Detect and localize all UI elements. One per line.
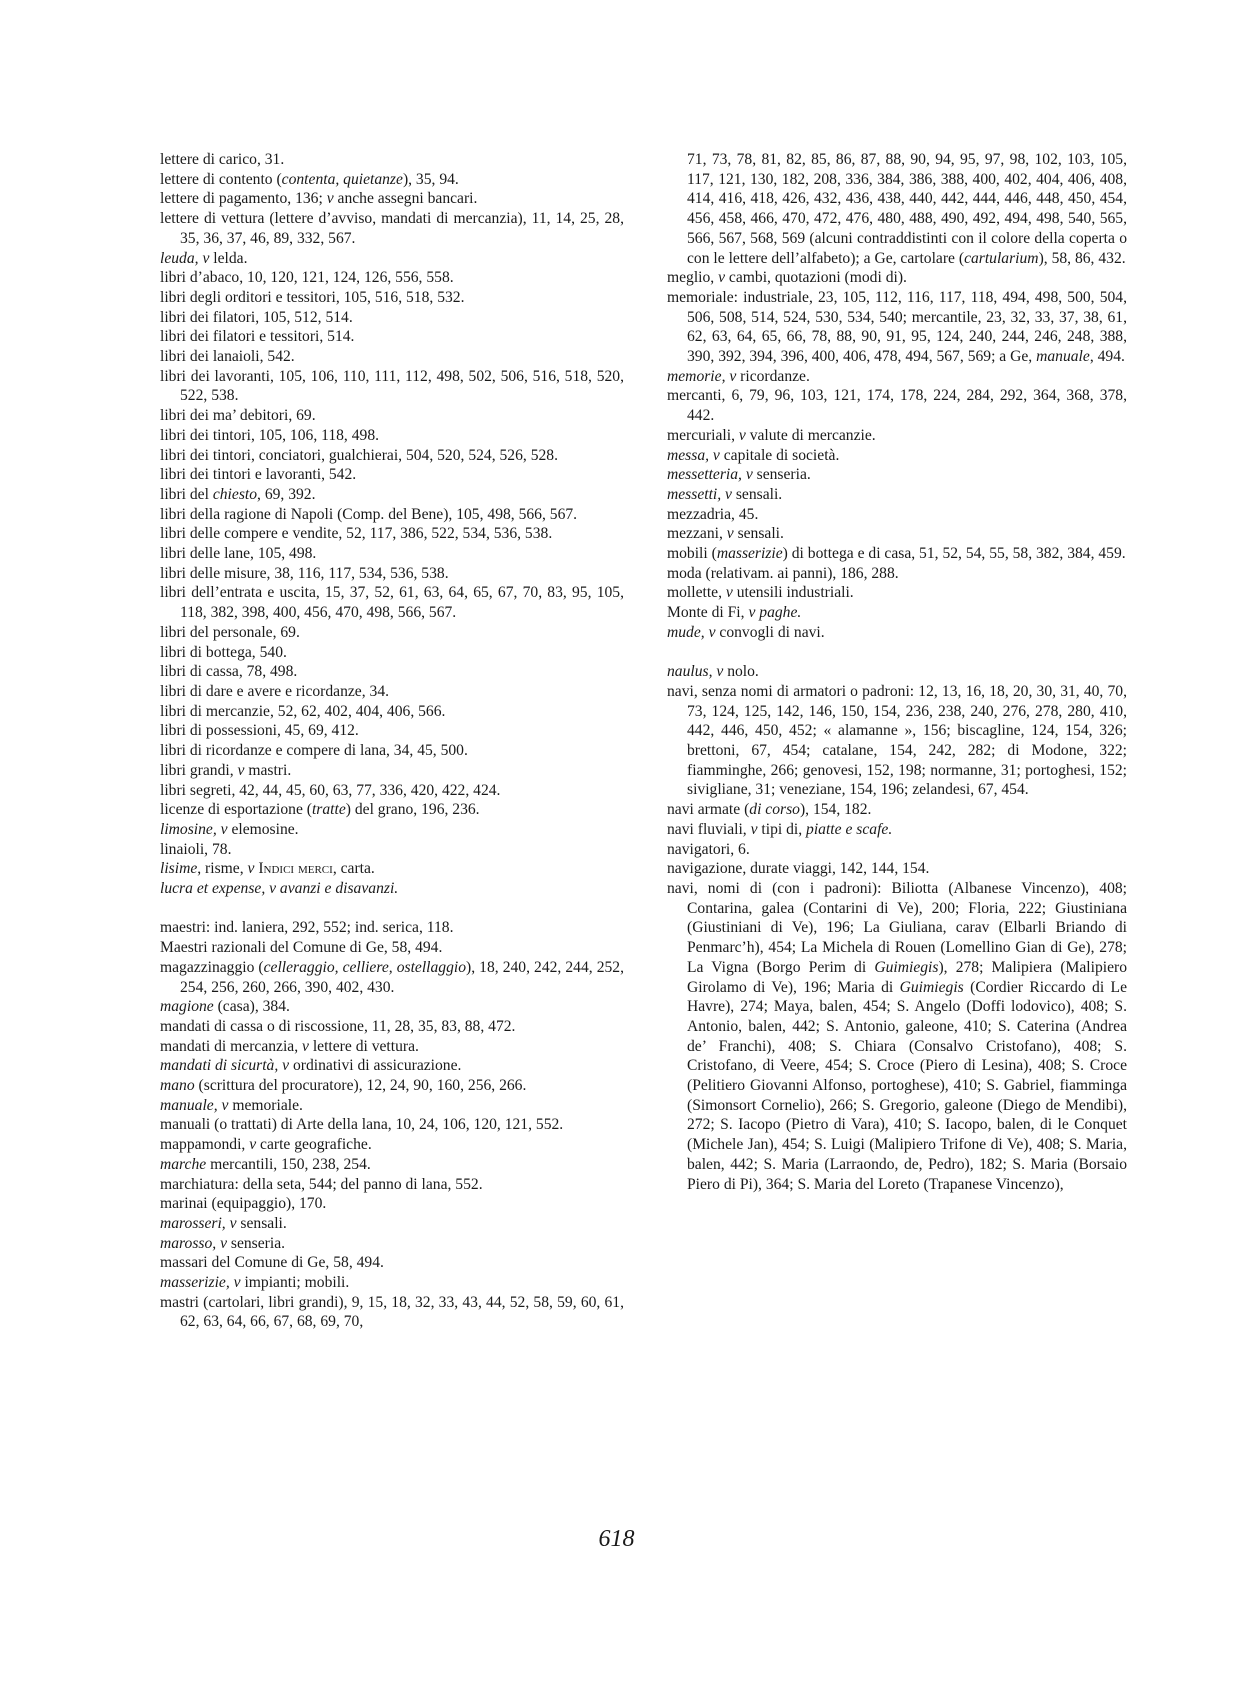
index-entry: marinai (equipaggio), 170. [160, 1195, 327, 1213]
index-entry: libri del chiesto, 69, 392. [160, 485, 316, 503]
index-entry: 71, 73, 78, 81, 82, 85, 86, 87, 88, 90, 94, 95, 97, 98, 102, 103, 105, 117, 121, 130, 182, 208, 336, 384, 386, 388, 400, 402, 404, 406, 408, 414, 416, 418, 426, 432, 436, 438, 440, 442, 444, 446, 448, 450, 454, 456, 458, 466, 470, 472, 476, 480, 488, 490, 492, 494, 498, 540, 565, 566, 567, 568, 569 (alcuni contraddistinti con il colore della coperta o con le lettere dell’alfabeto); a Ge, cartolare (cartularium), 58, 86, 432. [687, 151, 1127, 267]
index-entry: messetti, v sensali. [667, 485, 783, 503]
index-entry: libri delle misure, 38, 116, 117, 534, 536, 538. [160, 564, 449, 582]
index-entry: libri di mercanzie, 52, 62, 402, 404, 406, 566. [160, 702, 446, 720]
index-entry: libri dei filatori e tessitori, 514. [160, 328, 355, 346]
index-entry: licenze di esportazione (tratte) del grano, 196, 236. [160, 801, 480, 819]
index-entry: mandati di sicurtà, v ordinativi di assicurazione. [160, 1057, 462, 1075]
section-gap [667, 643, 1127, 663]
index-entry: massari del Comune di Ge, 58, 494. [160, 1254, 384, 1272]
index-entry: mercuriali, v valute di mercanzie. [667, 426, 876, 444]
index-entry: mercanti, 6, 79, 96, 103, 121, 174, 178, 224, 284, 292, 364, 368, 378, 442. [667, 387, 1127, 425]
index-entry: messetteria, v senseria. [667, 466, 811, 484]
index-entry: mobili (masserizie) di bottega e di casa, 51, 52, 54, 55, 58, 382, 384, 459. [667, 545, 1126, 563]
index-entry: libri dei lanaioli, 542. [160, 348, 295, 366]
index-entry: libri del personale, 69. [160, 623, 300, 641]
index-entry: mollette, v utensili industriali. [667, 584, 854, 602]
index-entry: lucra et expense, v avanzi e disavanzi. [160, 880, 399, 898]
index-entry: maestri: ind. laniera, 292, 552; ind. serica, 118. [160, 919, 454, 937]
index-entry: marosseri, v sensali. [160, 1214, 287, 1232]
index-entry: manuali (o trattati) di Arte della lana, 10, 24, 106, 120, 121, 552. [160, 1116, 564, 1134]
index-entry: memorie, v ricordanze. [667, 367, 810, 385]
index-entry: mude, v convogli di navi. [667, 623, 825, 641]
index-entry: lisime, risme, v Indici merci, carta. [160, 860, 375, 878]
index-entry: libri dei tintori, 105, 106, 118, 498. [160, 426, 380, 444]
index-entry: lettere di vettura (lettere d’avviso, mandati di mercanzia), 11, 14, 25, 28, 35, 36, 37, 46, 89, 332, 567. [160, 210, 624, 247]
index-entry: mano (scrittura del procuratore), 12, 24, 90, 160, 256, 266. [160, 1077, 527, 1095]
index-entry: manuale, v memoriale. [160, 1096, 303, 1114]
index-entry: memoriale: industriale, 23, 105, 112, 116, 117, 118, 494, 498, 500, 504, 506, 508, 514, 524, 530, 534, 540; mercantile, 23, 32, 33, 37, 38, 61, 62, 63, 64, 65, 66, 78, 88, 90, 91, 95, 124, 240, 244, 246, 248, 388, 390, 392, 394, 396, 400, 406, 478, 494, 567, 569; a Ge, manuale, 494. [667, 288, 1127, 366]
index-entry: libri segreti, 42, 44, 45, 60, 63, 77, 336, 420, 422, 424. [160, 781, 501, 799]
index-entry: mandati di cassa o di riscossione, 11, 28, 35, 83, 88, 472. [160, 1017, 516, 1035]
index-entry: naulus, v nolo. [667, 663, 759, 681]
index-entry: libri di dare e avere e ricordanze, 34. [160, 682, 390, 700]
index-entry: Maestri razionali del Comune di Ge, 58, 494. [160, 939, 443, 957]
index-entry: meglio, v cambi, quotazioni (modi di). [667, 269, 907, 287]
index-entry: libri dei tintori e lavoranti, 542. [160, 466, 357, 484]
index-entry: masserizie, v impianti; mobili. [160, 1274, 350, 1292]
index-entry: libri di bottega, 540. [160, 643, 287, 661]
index-entry: mezzani, v sensali. [667, 525, 784, 543]
index-entry: lettere di contento (contenta, quietanze), 35, 94. [160, 170, 459, 188]
index-entry: marosso, v senseria. [160, 1234, 286, 1252]
index-entry: lettere di pagamento, 136; v anche assegni bancari. [160, 190, 478, 208]
index-entry: navi, senza nomi di armatori o padroni: 12, 13, 16, 18, 20, 30, 31, 40, 70, 73, 124, 125, 142, 146, 150, 154, 236, 238, 240, 276, 278, 280, 410, 442, 446, 450, 452; « alamanne », 156; biscagline, 124, 154, 326; brettoni, 67, 454; catalane, 154, 242, 282; di Modone, 322; fiamminghe, 266; genovesi, 152, 198; normanne, 31; portoghesi, 152; sivigliane, 31; veneziane, 154, 196; zelandesi, 67, 454. [667, 682, 1127, 799]
index-entry: navigazione, durate viaggi, 142, 144, 154. [667, 860, 930, 878]
index-entry: libri della ragione di Napoli (Comp. del Bene), 105, 498, 566, 567. [160, 505, 578, 523]
index-entry: magazzinaggio (celleraggio, celliere, ostellaggio), 18, 240, 242, 244, 252, 254, 256, 260, 266, 390, 402, 430. [160, 958, 624, 996]
index-entry: navi armate (di corso), 154, 182. [667, 801, 872, 819]
index-entry: Monte di Fi, v paghe. [667, 604, 802, 622]
index-entry: libri di possessioni, 45, 69, 412. [160, 722, 359, 740]
index-entry: mandati di mercanzia, v lettere di vettura. [160, 1037, 419, 1055]
index-entry: libri dei filatori, 105, 512, 514. [160, 308, 353, 326]
index-entry: libri grandi, v mastri. [160, 761, 292, 779]
section-gap [160, 899, 624, 919]
index-column-left [160, 150, 624, 1332]
index-entry: libri dei lavoranti, 105, 106, 110, 111, 112, 498, 502, 506, 516, 518, 520, 522, 538. [160, 367, 624, 405]
index-entry: limosine, v elemosine. [160, 820, 299, 838]
index-entry: libri dei ma’ debitori, 69. [160, 407, 316, 425]
index-entry: marchiatura: della seta, 544; del panno di lana, 552. [160, 1175, 483, 1193]
index-entry: libri delle compere e vendite, 52, 117, 386, 522, 534, 536, 538. [160, 525, 553, 543]
index-entry: mezzadria, 45. [667, 505, 759, 523]
index-entry: libri d’abaco, 10, 120, 121, 124, 126, 556, 558. [160, 269, 454, 287]
index-entry: mastri (cartolari, libri grandi), 9, 15, 18, 32, 33, 43, 44, 52, 58, 59, 60, 61, 62, 63, 64, 66, 67, 68, 69, 70, [160, 1293, 624, 1331]
index-entry: libri dei tintori, conciatori, gualchierai, 504, 520, 524, 526, 528. [160, 446, 558, 464]
index-entry: mappamondi, v carte geografiche. [160, 1136, 372, 1154]
index-entry: magione (casa), 384. [160, 998, 290, 1016]
index-entry: navi fluviali, v tipi di, piatte e scafe. [667, 820, 893, 838]
index-entry: linaioli, 78. [160, 840, 232, 858]
index-column-right [667, 150, 1127, 1194]
index-entry: navigatori, 6. [667, 840, 750, 858]
index-entry: libri di ricordanze e compere di lana, 34, 45, 500. [160, 742, 468, 760]
index-entry: lettere di carico, 31. [160, 151, 285, 168]
index-entry: libri degli orditori e tessitori, 105, 516, 518, 532. [160, 288, 465, 306]
index-entry: moda (relativam. ai panni), 186, 288. [667, 564, 899, 582]
index-entry: messa, v capitale di società. [667, 446, 840, 464]
index-entry: leuda, v lelda. [160, 249, 248, 267]
index-entry: libri dell’entrata e uscita, 15, 37, 52, 61, 63, 64, 65, 67, 70, 83, 95, 105, 118, 382, 398, 400, 456, 470, 498, 566, 567. [160, 584, 624, 622]
index-entry: libri di cassa, 78, 498. [160, 663, 298, 681]
index-entry: marche mercantili, 150, 238, 254. [160, 1155, 371, 1173]
page-number: 618 [598, 1526, 635, 1552]
index-entry: navi, nomi di (con i padroni): Biliotta (Albanese Vincenzo), 408; Contarina, galea (Contarini di Ve), 200; Floria, 222; Giustiniana (Giustiniani di Ve), 196; La Giuliana, carav (Elbarli Briando di Penmarc’h), 454; La Michela di Rouen (Lomellino Gian di Ge), 278; La Vigna (Borgo Perim di Guimiegis), 278; Malipiera (Malipiero Girolamo di Ve), 196; Maria di Guimiegis (Cordier Riccardo di Le Havre), 274; Maya, balen, 454; S. Angelo (Doffi lodovico), 408; S. Antonio, balen, 442; S. Antonio, galeone, 410; S. Caterina (Andrea de’ Franchi), 408; S. Chiara (Consalvo Cristofano), 408; S. Cristofano, di Veere, 454; S. Croce (Piero di Lesina), 408; S. Croce (Pelitiero Giovanni Alfonso, portoghese), 410; S. Gabriel, fiamminga (Simonsort Cornelio), 266; S. Gregorio, galeone (Diego de Mendibi), 272; S. Iacopo (Pietro di Vara), 410; S. Iacopo, balen, di le Conquet (Michele Jan), 454; S. Luigi (Malipiero Trifone di Ve), 408; S. Maria, balen, 442; S. Maria (Larraondo, de, Pedro), 182; S. Maria (Borsaio Piero di Pi), 364; S. Maria del Loreto (Trapanese Vincenzo), [667, 880, 1128, 1193]
index-entry: libri delle lane, 105, 498. [160, 545, 317, 563]
